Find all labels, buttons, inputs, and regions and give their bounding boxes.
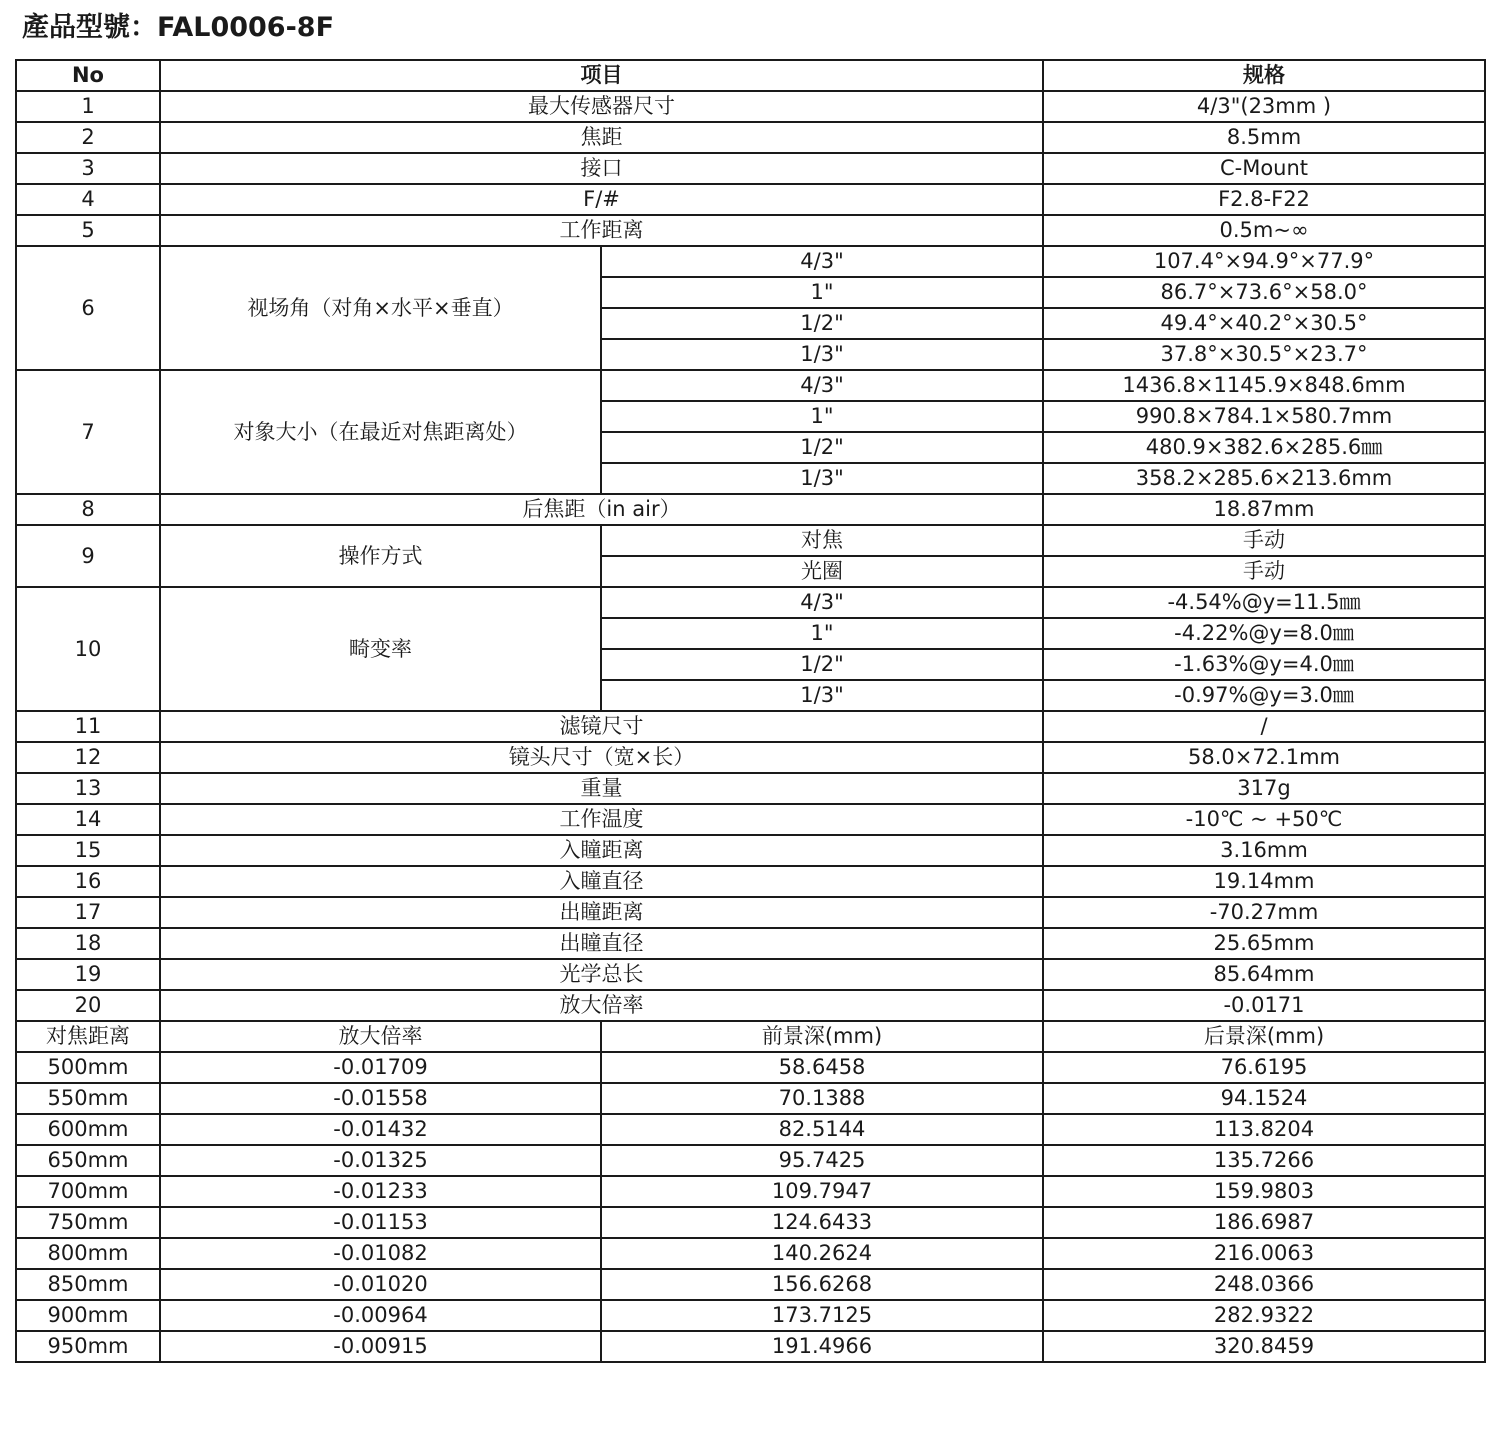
table-row <box>16 370 1485 401</box>
dof-back: 113.8204 <box>1043 1114 1485 1145</box>
dof-distance: 950mm <box>16 1331 160 1362</box>
table-row <box>16 866 1485 897</box>
row-spec: 358.2×285.6×213.6mm <box>1043 463 1485 494</box>
dof-back: 135.7266 <box>1043 1145 1485 1176</box>
row-item: 光学总长 <box>160 959 1043 990</box>
row-subitem: 1/2" <box>601 308 1043 339</box>
dof-distance: 900mm <box>16 1300 160 1331</box>
page-title: 產品型號：FAL0006-8F <box>22 12 335 43</box>
row-subitem: 光圈 <box>601 556 1043 587</box>
row-no: 4 <box>16 184 160 215</box>
row-item: F/# <box>160 184 1043 215</box>
row-spec: -1.63%@y=4.0㎜ <box>1043 649 1485 680</box>
row-item: 视场角（对角×水平×垂直） <box>160 246 601 370</box>
row-subitem: 1/3" <box>601 463 1043 494</box>
row-item: 出瞳距离 <box>160 897 1043 928</box>
table-row <box>16 525 1485 556</box>
dof-back: 159.9803 <box>1043 1176 1485 1207</box>
dof-mag: -0.01432 <box>160 1114 601 1145</box>
dof-header-distance: 对焦距离 <box>16 1021 160 1052</box>
dof-row <box>16 1300 1485 1331</box>
row-spec: 手动 <box>1043 525 1485 556</box>
row-spec: 19.14mm <box>1043 866 1485 897</box>
row-item: 畸变率 <box>160 587 601 711</box>
table-row <box>16 928 1485 959</box>
dof-mag: -0.01153 <box>160 1207 601 1238</box>
dof-back: 320.8459 <box>1043 1331 1485 1362</box>
dof-row <box>16 1145 1485 1176</box>
dof-mag: -0.01325 <box>160 1145 601 1176</box>
row-item: 滤镜尺寸 <box>160 711 1043 742</box>
header-row <box>16 60 1485 91</box>
row-no: 1 <box>16 91 160 122</box>
row-item: 重量 <box>160 773 1043 804</box>
header-spec: 规格 <box>1043 60 1485 91</box>
table-row <box>16 804 1485 835</box>
row-spec: -4.22%@y=8.0㎜ <box>1043 618 1485 649</box>
row-spec: 3.16mm <box>1043 835 1485 866</box>
dof-mag: -0.01558 <box>160 1083 601 1114</box>
dof-row <box>16 1083 1485 1114</box>
dof-distance: 650mm <box>16 1145 160 1176</box>
row-subitem: 1/2" <box>601 432 1043 463</box>
row-no: 17 <box>16 897 160 928</box>
dof-mag: -0.01020 <box>160 1269 601 1300</box>
dof-row <box>16 1207 1485 1238</box>
row-spec: -70.27mm <box>1043 897 1485 928</box>
row-spec: 49.4°×40.2°×30.5° <box>1043 308 1485 339</box>
table-row <box>16 184 1485 215</box>
row-item: 工作距离 <box>160 215 1043 246</box>
dof-mag: -0.01709 <box>160 1052 601 1083</box>
row-item: 后焦距（in air） <box>160 494 1043 525</box>
dof-back: 248.0366 <box>1043 1269 1485 1300</box>
dof-front: 95.7425 <box>601 1145 1043 1176</box>
row-no: 2 <box>16 122 160 153</box>
dof-front: 58.6458 <box>601 1052 1043 1083</box>
dof-front: 140.2624 <box>601 1238 1043 1269</box>
row-item: 工作温度 <box>160 804 1043 835</box>
dof-distance: 750mm <box>16 1207 160 1238</box>
dof-distance: 700mm <box>16 1176 160 1207</box>
row-no: 3 <box>16 153 160 184</box>
dof-front: 82.5144 <box>601 1114 1043 1145</box>
row-subitem: 1/2" <box>601 649 1043 680</box>
row-no: 10 <box>16 587 160 711</box>
row-item: 最大传感器尺寸 <box>160 91 1043 122</box>
row-no: 15 <box>16 835 160 866</box>
dof-back: 186.6987 <box>1043 1207 1485 1238</box>
dof-mag: -0.01233 <box>160 1176 601 1207</box>
row-spec: 8.5mm <box>1043 122 1485 153</box>
row-subitem: 1/3" <box>601 680 1043 711</box>
row-spec: 58.0×72.1mm <box>1043 742 1485 773</box>
dof-mag: -0.00964 <box>160 1300 601 1331</box>
table-row <box>16 742 1485 773</box>
row-no: 13 <box>16 773 160 804</box>
row-no: 12 <box>16 742 160 773</box>
row-spec: 317g <box>1043 773 1485 804</box>
row-no: 16 <box>16 866 160 897</box>
dof-back: 216.0063 <box>1043 1238 1485 1269</box>
dof-front: 191.4966 <box>601 1331 1043 1362</box>
dof-header-back: 后景深(mm) <box>1043 1021 1485 1052</box>
row-spec: C-Mount <box>1043 153 1485 184</box>
dof-distance: 550mm <box>16 1083 160 1114</box>
dof-header-front: 前景深(mm) <box>601 1021 1043 1052</box>
dof-mag: -0.00915 <box>160 1331 601 1362</box>
row-spec: -0.0171 <box>1043 990 1485 1021</box>
dof-header-row <box>16 1021 1485 1052</box>
dof-back: 94.1524 <box>1043 1083 1485 1114</box>
table-row <box>16 494 1485 525</box>
row-no: 14 <box>16 804 160 835</box>
dof-row <box>16 1052 1485 1083</box>
table-row <box>16 773 1485 804</box>
row-no: 18 <box>16 928 160 959</box>
dof-front: 109.7947 <box>601 1176 1043 1207</box>
row-subitem: 1/3" <box>601 339 1043 370</box>
row-spec: 990.8×784.1×580.7mm <box>1043 401 1485 432</box>
row-no: 9 <box>16 525 160 587</box>
spec-table <box>15 59 1486 1363</box>
row-spec: 25.65mm <box>1043 928 1485 959</box>
table-row <box>16 835 1485 866</box>
row-spec: 37.8°×30.5°×23.7° <box>1043 339 1485 370</box>
table-row <box>16 246 1485 277</box>
dof-front: 70.1388 <box>601 1083 1043 1114</box>
header-no: No <box>16 60 160 91</box>
dof-row <box>16 1176 1485 1207</box>
dof-row <box>16 1238 1485 1269</box>
row-subitem: 4/3" <box>601 587 1043 618</box>
row-no: 19 <box>16 959 160 990</box>
row-spec: 4/3"(23mm ) <box>1043 91 1485 122</box>
row-spec: 0.5m~∞ <box>1043 215 1485 246</box>
dof-header-mag: 放大倍率 <box>160 1021 601 1052</box>
row-spec: F2.8-F22 <box>1043 184 1485 215</box>
row-spec: -0.97%@y=3.0㎜ <box>1043 680 1485 711</box>
table-row <box>16 122 1485 153</box>
table-row <box>16 215 1485 246</box>
dof-front: 173.7125 <box>601 1300 1043 1331</box>
row-no: 6 <box>16 246 160 370</box>
row-no: 8 <box>16 494 160 525</box>
row-spec: 107.4°×94.9°×77.9° <box>1043 246 1485 277</box>
dof-row <box>16 1269 1485 1300</box>
dof-distance: 500mm <box>16 1052 160 1083</box>
row-subitem: 1" <box>601 618 1043 649</box>
dof-back: 76.6195 <box>1043 1052 1485 1083</box>
dof-mag: -0.01082 <box>160 1238 601 1269</box>
row-item: 入瞳直径 <box>160 866 1043 897</box>
row-no: 20 <box>16 990 160 1021</box>
row-item: 操作方式 <box>160 525 601 587</box>
row-subitem: 1" <box>601 401 1043 432</box>
row-item: 放大倍率 <box>160 990 1043 1021</box>
dof-row <box>16 1114 1485 1145</box>
table-row <box>16 153 1485 184</box>
dof-distance: 850mm <box>16 1269 160 1300</box>
row-spec: 手动 <box>1043 556 1485 587</box>
row-no: 5 <box>16 215 160 246</box>
row-item: 接口 <box>160 153 1043 184</box>
row-spec: -4.54%@y=11.5㎜ <box>1043 587 1485 618</box>
row-subitem: 对焦 <box>601 525 1043 556</box>
table-row <box>16 711 1485 742</box>
dof-row <box>16 1331 1485 1362</box>
row-spec: 85.64mm <box>1043 959 1485 990</box>
table-row <box>16 959 1485 990</box>
dof-back: 282.9322 <box>1043 1300 1485 1331</box>
row-subitem: 4/3" <box>601 246 1043 277</box>
row-item: 出瞳直径 <box>160 928 1043 959</box>
table-row <box>16 587 1485 618</box>
dof-distance: 600mm <box>16 1114 160 1145</box>
table-row <box>16 91 1485 122</box>
row-spec: -10℃ ~ +50℃ <box>1043 804 1485 835</box>
dof-distance: 800mm <box>16 1238 160 1269</box>
header-item: 项目 <box>160 60 1043 91</box>
dof-front: 124.6433 <box>601 1207 1043 1238</box>
row-item: 焦距 <box>160 122 1043 153</box>
row-spec: 86.7°×73.6°×58.0° <box>1043 277 1485 308</box>
row-item: 镜头尺寸（宽×长） <box>160 742 1043 773</box>
row-spec: 18.87mm <box>1043 494 1485 525</box>
row-item: 对象大小（在最近对焦距离处） <box>160 370 601 494</box>
row-no: 7 <box>16 370 160 494</box>
row-item: 入瞳距离 <box>160 835 1043 866</box>
row-subitem: 1" <box>601 277 1043 308</box>
dof-front: 156.6268 <box>601 1269 1043 1300</box>
spec-table-body <box>16 60 1485 1362</box>
row-spec: 1436.8×1145.9×848.6mm <box>1043 370 1485 401</box>
row-no: 11 <box>16 711 160 742</box>
table-row <box>16 897 1485 928</box>
row-spec: / <box>1043 711 1485 742</box>
row-spec: 480.9×382.6×285.6㎜ <box>1043 432 1485 463</box>
row-subitem: 4/3" <box>601 370 1043 401</box>
table-row <box>16 990 1485 1021</box>
